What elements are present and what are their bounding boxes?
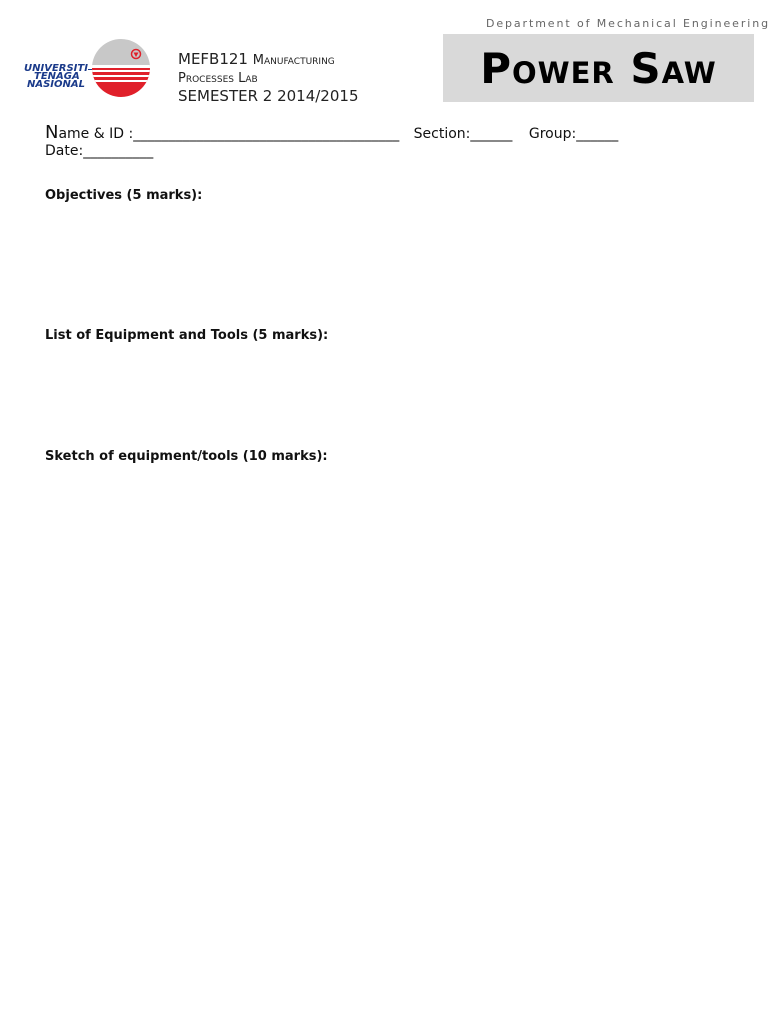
page-title: Power Saw bbox=[480, 43, 717, 93]
student-info-line bbox=[45, 122, 745, 143]
group-field[interactable]: ______ bbox=[576, 126, 619, 142]
date-line bbox=[45, 143, 153, 159]
name-label: ame & ID : bbox=[58, 126, 134, 142]
university-logo bbox=[18, 38, 158, 98]
sketch-heading: Sketch of equipment/tools (10 marks): bbox=[45, 449, 328, 464]
section-label: Section: bbox=[413, 126, 471, 142]
group-label: Group: bbox=[528, 126, 577, 142]
section-field[interactable]: ______ bbox=[470, 126, 513, 142]
name-first-letter: N bbox=[45, 122, 59, 143]
title-box bbox=[443, 34, 754, 102]
logo-text-line3: NASIONAL bbox=[27, 79, 86, 90]
objectives-heading: Objectives (5 marks): bbox=[45, 188, 203, 203]
name-field[interactable]: ______________________________________ bbox=[133, 126, 400, 142]
semester: SEMESTER 2 2014/2015 bbox=[178, 87, 359, 105]
department-name: Department of Mechanical Engineering bbox=[486, 17, 770, 30]
date-label: Date: bbox=[45, 143, 84, 159]
course-info bbox=[178, 50, 418, 105]
date-field[interactable]: __________ bbox=[83, 143, 154, 159]
course-name-part1: Manufacturing bbox=[252, 53, 335, 68]
course-name-part2: Processes Lab bbox=[178, 71, 258, 86]
logo-text-line1: UNIVERSITI bbox=[24, 63, 88, 74]
course-code: MEFB121 bbox=[178, 50, 248, 68]
equipment-heading: List of Equipment and Tools (5 marks): bbox=[45, 328, 329, 343]
logo-text-line2: TENAGA bbox=[34, 71, 80, 82]
